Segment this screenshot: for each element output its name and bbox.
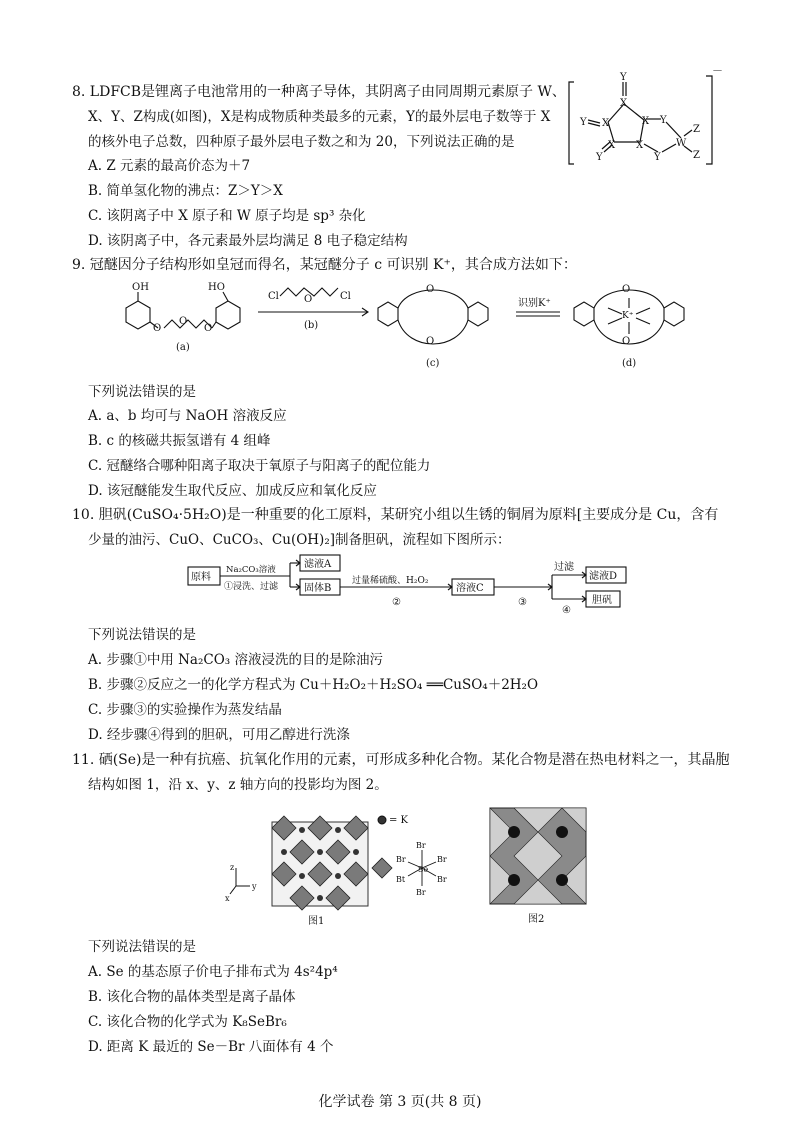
- q8-anion-structure-figure: [566, 62, 726, 172]
- atom-z-1: Z: [693, 124, 700, 135]
- label-step2: ②: [392, 597, 401, 608]
- ether-o-3: O: [204, 323, 213, 334]
- q10-stem-line1: 10. 胆矾(CuSO₄·5H₂O)是一种重要的化工原料，某研究小组以生锈的铜屑为原料[主要成分是 Cu，含有: [72, 507, 719, 523]
- q8-stem-line2: X、Y、Z构成(如图)，X是构成物质种类最多的元素，Y的最外层电子数等于 X: [88, 109, 551, 125]
- label-recognize-k: 识别K⁺: [518, 298, 551, 309]
- ether-o-2: O: [179, 316, 188, 327]
- q10-stem-line2: 少量的油污、CuO、CuCO₃、Cu(OH)₂]制备胆矾，流程如下图所示：: [88, 532, 511, 548]
- atom-y-top: Y: [620, 72, 627, 83]
- k-legend-label: = K: [389, 815, 409, 826]
- benzene-ring-d1: [574, 302, 594, 326]
- fig2-projection: [490, 808, 586, 904]
- atom-x-2: X: [602, 118, 610, 129]
- q11-option-d: D. 距离 K 最近的 Se－Br 八面体有 4 个: [88, 1039, 334, 1055]
- axis-y-label: y: [252, 882, 257, 891]
- bt-left-2: Bt: [396, 875, 406, 884]
- q8-stem-line1: 8. LDFCB是锂离子电池常用的一种离子导体，其阴离子由同周期元素原子 W、: [72, 84, 566, 100]
- crown-o-bottom: O: [426, 336, 435, 347]
- label-cl-2: Cl: [340, 291, 351, 302]
- label-k-ion: K⁺: [622, 311, 634, 321]
- atom-y-bottom: Y: [596, 152, 603, 163]
- label-step4: ④: [562, 605, 571, 616]
- atom-y-right: Y: [660, 115, 667, 126]
- label-filter: 过滤: [554, 562, 574, 573]
- q11-option-a: A. Se 的基态原子价电子排布式为 4s²4p⁴: [88, 964, 338, 980]
- label-step1: ①浸洗、过滤: [224, 582, 279, 592]
- label-solution-c: 溶液C: [456, 583, 484, 594]
- octahedron-icon: [372, 858, 392, 878]
- complex-o-bottom: O: [622, 336, 631, 347]
- q9-option-d: D. 该冠醚能发生取代反应、加成反应和氧化反应: [88, 483, 377, 499]
- label-step3: ③: [518, 597, 527, 608]
- q8-option-a: A. Z 元素的最高价态为＋7: [88, 158, 251, 174]
- q11-option-b: B. 该化合物的晶体类型是离子晶体: [88, 989, 296, 1005]
- atom-x-3: X: [642, 116, 650, 127]
- label-reagent2: 过量稀硫酸、H₂O₂: [352, 576, 429, 586]
- page-footer: 化学试卷 第 3 页(共 8 页): [318, 1094, 482, 1110]
- atom-x-4: X: [608, 140, 616, 151]
- chain-o-b: O: [304, 294, 313, 305]
- q11-stem-line2: 结构如图 1，沿 x、y、z 轴方向的投影均为图 2。: [88, 777, 388, 793]
- q10-option-b: B. 步骤②反应之一的化学方程式为 Cu＋H₂O₂＋H₂SO₄ ══CuSO₄＋2H₂O: [88, 677, 539, 693]
- axis-x-label: x: [225, 894, 230, 903]
- k-legend-icon: [378, 816, 386, 824]
- q8-option-d: D. 该阴离子中，各元素最外层均满足 8 电子稳定结构: [88, 233, 408, 249]
- atom-z-2: Z: [693, 150, 700, 161]
- label-raw: 原料: [191, 572, 211, 583]
- q10-prompt: 下列说法错误的是: [88, 627, 196, 643]
- br-right-1: Br: [437, 855, 447, 864]
- benzene-ring-a1: [126, 301, 150, 329]
- q10-option-a: A. 步骤①中用 Na₂CO₃ 溶液浸洗的目的是除油污: [88, 652, 383, 668]
- q11-prompt: 下列说法错误的是: [88, 939, 196, 955]
- atom-y-left: Y: [580, 117, 587, 128]
- label-filtrate-d: 滤液D: [589, 571, 618, 582]
- label-cl-1: Cl: [268, 291, 279, 302]
- q8-option-b: B. 简单氢化物的沸点：Z＞Y＞X: [88, 183, 283, 199]
- q10-option-d: D. 经步骤④得到的胆矾，可用乙醇进行洗涤: [88, 727, 350, 743]
- label-product: 胆矾: [592, 595, 612, 606]
- q9-option-b: B. c 的核磁共振氢谱有 4 组峰: [88, 433, 271, 449]
- fig1-caption: 图1: [308, 916, 325, 927]
- anion-charge: －: [712, 64, 723, 77]
- label-c: (c): [426, 358, 440, 369]
- label-reagent1: Na₂CO₃溶液: [226, 565, 276, 575]
- label-oh: OH: [132, 282, 149, 293]
- complex-o-top: O: [622, 284, 631, 295]
- label-solid-b: 固体B: [304, 583, 332, 594]
- label-a: (a): [176, 342, 190, 353]
- label-d: (d): [622, 358, 637, 369]
- br-top: Br: [416, 841, 426, 850]
- atom-y-lower: Y: [654, 152, 661, 163]
- q9-prompt: 下列说法错误的是: [88, 384, 196, 400]
- crown-o-top: O: [426, 284, 435, 295]
- q9-option-c: C. 冠醚络合哪种阳离子取决于氧原子与阳离子的配位能力: [88, 458, 431, 474]
- q9-option-a: A. a、b 均可与 NaOH 溶液反应: [88, 408, 287, 424]
- q11-stem-line1: 11. 硒(Se)是一种有抗癌、抗氧化作用的元素，可形成多种化合物。某化合物是潜在热电材料之一，其晶胞: [72, 752, 730, 768]
- q11-option-c: C. 该化合物的化学式为 K₈SeBr₆: [88, 1014, 287, 1030]
- q8-option-c: C. 该阴离子中 X 原子和 W 原子均是 sp³ 杂化: [88, 208, 366, 224]
- label-b: (b): [304, 320, 319, 331]
- atom-x-1: X: [620, 98, 628, 109]
- benzene-ring-a2: [216, 301, 240, 329]
- label-ho: HO: [208, 282, 225, 293]
- fig2-caption: 图2: [528, 914, 545, 925]
- axis-z-label: z: [230, 863, 235, 872]
- se-center: Se: [418, 865, 429, 874]
- q10-flowchart: [186, 553, 646, 617]
- label-filtrate-a: 滤液A: [304, 559, 332, 570]
- fig1-unit-cell: [272, 816, 368, 910]
- br-left-1: Br: [396, 855, 406, 864]
- q9-crown-ether-synthesis-figure: [108, 278, 708, 374]
- atom-w: W: [676, 138, 687, 149]
- q10-option-c: C. 步骤③的实验操作为蒸发结晶: [88, 702, 282, 718]
- q11-crystal-structure-figure: [222, 802, 594, 930]
- benzene-ring-c1: [378, 302, 398, 326]
- left-bracket: [569, 82, 574, 164]
- q8-stem-line3: 的核外电子总数，四种原子最外层电子数之和为 20，下列说法正确的是: [88, 134, 515, 150]
- atom-x-5: X: [636, 140, 644, 151]
- benzene-ring-c2: [468, 302, 488, 326]
- right-bracket: [706, 76, 712, 164]
- br-right-2: Br: [437, 875, 447, 884]
- benzene-ring-d2: [664, 302, 684, 326]
- q9-stem: 9. 冠醚因分子结构形如皇冠而得名，某冠醚分子 c 可识别 K⁺，其合成方法如下：: [72, 257, 577, 273]
- br-bottom: Br: [416, 888, 426, 897]
- ether-o-1: O: [153, 323, 162, 334]
